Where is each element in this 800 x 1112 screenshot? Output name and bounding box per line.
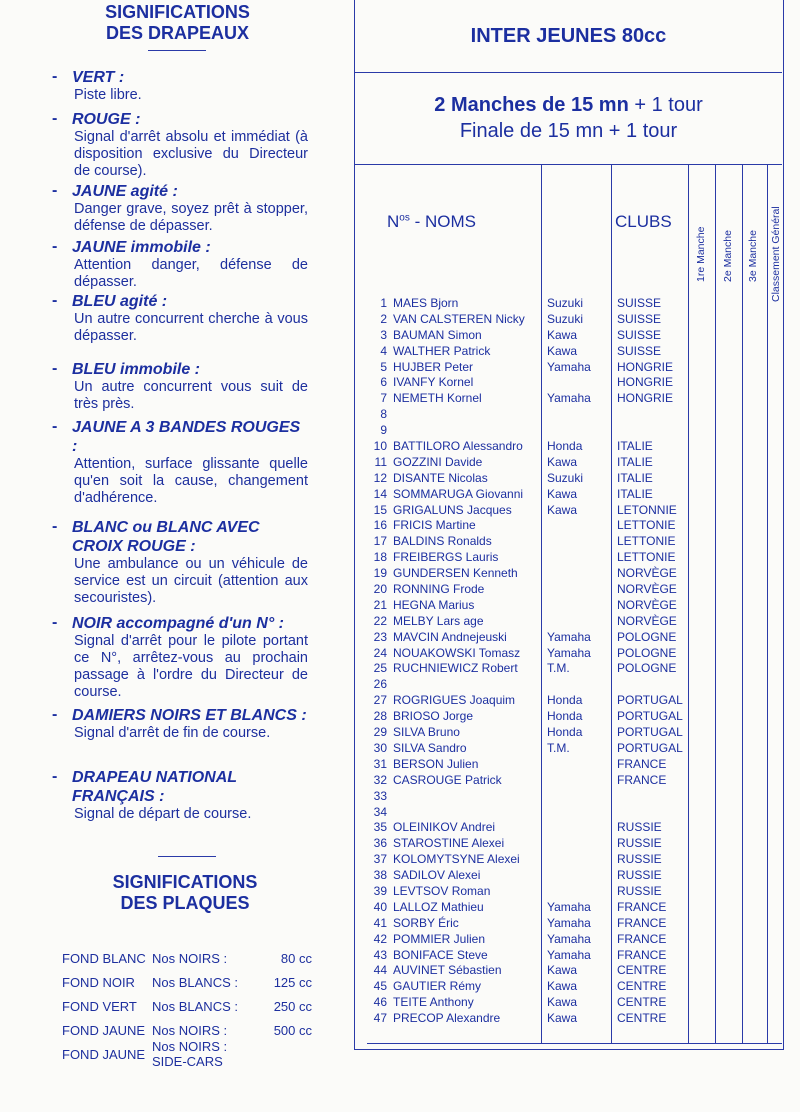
flag-entry: [52, 418, 308, 507]
rider-name: BONIFACE Steve: [393, 947, 488, 962]
plate-number-color: Nos BLANCS :: [152, 974, 238, 990]
header-classement: Classement Général: [770, 206, 782, 302]
table-row: [367, 820, 782, 836]
rider-club: POLOGNE: [617, 645, 677, 660]
table-row: [367, 709, 782, 725]
rider-make: Suzuki: [547, 296, 584, 310]
table-row: [367, 439, 782, 455]
flag-description: Signal d'arrêt pour le pilote portant ce N°, arrêtez-vous au prochain passage à l'ordre du Directeur de course.: [74, 633, 308, 700]
rider-club: LETTONIE: [617, 534, 676, 549]
rider-name: TEITE Anthony: [393, 995, 474, 1010]
rider-number: 26: [373, 677, 387, 692]
rider-make: Kawa: [547, 327, 578, 342]
plates-heading-line1: SIGNIFICATIONS: [112, 872, 258, 892]
table-row: [367, 677, 782, 693]
plate-background: FOND NOIR: [62, 974, 135, 990]
rider-club: SUISSE: [617, 311, 662, 326]
bullet: -: [52, 292, 58, 309]
table-bottom-rule: [367, 1043, 782, 1044]
race-format: [355, 72, 782, 165]
flag-entry: [52, 292, 308, 345]
table-row: [367, 900, 782, 916]
bullet: -: [52, 68, 58, 85]
bullet: -: [52, 238, 58, 255]
header-noms-n: N: [387, 212, 400, 231]
flag-entry: [52, 238, 308, 291]
race-sheet: [354, 0, 784, 1050]
rider-name: FRICIS Martine: [393, 518, 476, 533]
table-row: [367, 503, 782, 519]
plate-number-color: Nos NOIRS :: [152, 1022, 228, 1038]
rider-club: RUSSIE: [617, 852, 662, 867]
rider-name: HEGNA Marius: [393, 597, 475, 612]
table-row: [367, 725, 782, 741]
rider-number: 19: [373, 566, 387, 581]
table-row: [367, 455, 782, 471]
flag-description: Un autre concurrent vous suit de très près.: [74, 379, 308, 412]
header-noms-sup: os: [399, 212, 410, 224]
table-row: [367, 487, 782, 503]
flags-heading-line2: DES DRAPEAUX: [105, 23, 250, 43]
rider-name: NOUAKOWSKI Tomasz: [393, 645, 521, 660]
flag-entry: [52, 68, 308, 104]
rider-name: NEMETH Kornel: [393, 391, 482, 406]
table-row: [367, 391, 782, 407]
table-row: [367, 423, 782, 439]
flags-heading-line1: SIGNIFICATIONS: [105, 2, 250, 22]
rider-number: 5: [380, 359, 387, 374]
rider-make: Kawa: [547, 502, 578, 517]
bullet: -: [52, 110, 58, 127]
flag-description: Piste libre.: [74, 87, 142, 103]
rider-number: 46: [373, 995, 387, 1010]
plate-class: 500 cc: [273, 1022, 312, 1038]
table-row: [367, 757, 782, 773]
rider-make: Honda: [547, 439, 583, 454]
rider-name: GAUTIER Rémy: [393, 979, 482, 994]
rider-number: 37: [373, 852, 387, 867]
rider-club: RUSSIE: [617, 836, 662, 851]
rider-number: 39: [373, 883, 387, 898]
flag-meanings-panel: [0, 0, 340, 1112]
rider-club: FRANCE: [617, 899, 667, 914]
flag-description: Attention danger, défense de dépasser.: [74, 257, 308, 290]
rider-club: PORTUGAL: [617, 740, 683, 755]
rider-make: Yamaha: [547, 915, 591, 930]
flag-description: Une ambulance ou un véhicule de service est un circuit (attention aux secouristes).: [74, 556, 308, 606]
table-row: [367, 789, 782, 805]
rider-club: ITALIE: [617, 454, 653, 469]
flag-description: Signal de départ de course.: [74, 806, 252, 822]
table-row: [367, 375, 782, 391]
plate-background: FOND JAUNE: [62, 1022, 146, 1038]
rider-make: Yamaha: [547, 645, 591, 660]
flag-name: NOIR accompagné d'un N° :: [72, 615, 284, 632]
rider-number: 20: [373, 582, 387, 597]
header-noms: [387, 212, 476, 232]
bullet: -: [52, 182, 58, 199]
rider-name: LALLOZ Mathieu: [393, 899, 484, 914]
rider-make: Yamaha: [547, 899, 591, 914]
rider-number: 24: [373, 645, 387, 660]
rider-name: RONNING Frode: [393, 582, 485, 597]
plate-class: 80 cc: [280, 950, 312, 966]
rider-make: Suzuki: [547, 311, 584, 326]
rider-name: FREIBERGS Lauris: [393, 550, 499, 565]
plates-heading: [0, 872, 370, 914]
flag-name: JAUNE immobile :: [72, 239, 211, 256]
plate-background: FOND BLANC: [62, 950, 146, 966]
rider-make: Yamaha: [547, 391, 591, 406]
rider-club: FRANCE: [617, 756, 667, 771]
header-clubs: CLUBS: [615, 212, 672, 231]
rider-make: Honda: [547, 693, 583, 708]
rider-name: LEVTSOV Roman: [393, 883, 491, 898]
rider-make: Kawa: [547, 995, 578, 1010]
bullet: -: [52, 518, 58, 535]
rider-make: Honda: [547, 725, 583, 740]
rider-make: T.M.: [547, 661, 570, 676]
bullet: -: [52, 360, 58, 377]
rider-name: MAVCIN Andnejeuski: [393, 629, 507, 644]
header-manche-2: 2e Manche: [722, 230, 734, 282]
race-format-finale: Finale de 15 mn + 1 tour: [459, 120, 678, 142]
header-noms-rest: - NOMS: [409, 212, 476, 231]
race-format-manches: [355, 94, 782, 117]
rider-number: 44: [373, 963, 387, 978]
flag-name: VERT :: [72, 69, 125, 86]
flag-name: JAUNE A 3 BANDES ROUGES :: [72, 419, 301, 455]
rider-number: 35: [373, 820, 387, 835]
race-format-manches-rest: + 1 tour: [628, 94, 703, 116]
rider-club: LETTONIE: [617, 550, 676, 565]
rider-number: 12: [373, 470, 387, 485]
bullet: -: [52, 768, 58, 785]
rider-name: SADILOV Alexei: [393, 868, 481, 883]
table-row: [367, 995, 782, 1011]
rider-club: POLOGNE: [617, 661, 677, 676]
rider-club: PORTUGAL: [617, 709, 683, 724]
table-row: [367, 360, 782, 376]
table-row: [367, 328, 782, 344]
table-row: [367, 646, 782, 662]
flag-name: BLANC ou BLANC AVEC CROIX ROUGE :: [72, 519, 260, 555]
table-row: [367, 534, 782, 550]
rider-number: 25: [373, 661, 387, 676]
rider-club: SUISSE: [617, 327, 662, 342]
table-row: [367, 566, 782, 582]
plate-number-color: Nos NOIRS :: [152, 950, 228, 966]
flags-heading-rule: [148, 50, 206, 51]
plate-background: FOND VERT: [62, 998, 137, 1014]
table-row: [367, 836, 782, 852]
rider-number: 22: [373, 613, 387, 628]
rider-club: FRANCE: [617, 931, 667, 946]
rider-name: OLEINIKOV Andrei: [393, 820, 496, 835]
rider-club: HONGRIE: [617, 359, 674, 374]
rider-number: 41: [373, 915, 387, 930]
flag-description: Signal d'arrêt absolu et immédiat (à disposition exclusive du Directeur de course).: [74, 129, 308, 179]
table-row: [367, 614, 782, 630]
flag-name: BLEU immobile :: [72, 361, 201, 378]
rider-club: FRANCE: [617, 915, 667, 930]
plates-heading-line2: DES PLAQUES: [120, 893, 250, 913]
table-row: [367, 693, 782, 709]
plate-row: [62, 946, 322, 970]
table-row: [367, 471, 782, 487]
flag-entry: [52, 768, 308, 823]
table-row: [367, 630, 782, 646]
flag-description: Un autre concurrent cherche à vous dépasser.: [74, 311, 308, 344]
table-row: [367, 312, 782, 328]
rider-name: ROGRIGUES Joaquim: [393, 693, 516, 708]
flag-name: JAUNE agité :: [72, 183, 178, 200]
rider-club: CENTRE: [617, 995, 667, 1010]
table-row: [367, 344, 782, 360]
rider-number: 17: [373, 534, 387, 549]
rider-name: DISANTE Nicolas: [393, 470, 488, 485]
rider-number: 27: [373, 693, 387, 708]
plate-row: [62, 970, 322, 994]
rider-club: HONGRIE: [617, 375, 674, 390]
rider-name: POMMIER Julien: [393, 931, 486, 946]
flag-entry: [52, 182, 308, 235]
rider-name: CASROUGE Patrick: [393, 772, 502, 787]
entry-table: [367, 164, 782, 1044]
table-row: [367, 1011, 782, 1027]
rider-name: SORBY Éric: [393, 915, 459, 930]
table-row: [367, 868, 782, 884]
race-format-manches-bold: 2 Manches de 15 mn: [434, 94, 629, 116]
rider-club: CENTRE: [617, 979, 667, 994]
rider-make: Honda: [547, 709, 583, 724]
rider-number: 14: [373, 486, 387, 501]
plate-list: [62, 946, 322, 1069]
table-row: [367, 884, 782, 900]
table-row: [367, 407, 782, 423]
flag-name: DAMIERS NOIRS ET BLANCS :: [72, 707, 307, 724]
rider-club: NORVÈGE: [617, 613, 677, 628]
plate-background: FOND JAUNE: [62, 1046, 146, 1062]
table-row: [367, 979, 782, 995]
rider-make: Kawa: [547, 343, 578, 358]
rider-number: 10: [373, 439, 387, 454]
rider-number: 40: [373, 899, 387, 914]
rider-number: 38: [373, 868, 387, 883]
table-row: [367, 852, 782, 868]
plate-row: [62, 1039, 322, 1069]
rider-name: BAUMAN Simon: [393, 327, 482, 342]
rider-make: Yamaha: [547, 359, 591, 374]
rider-number: 6: [380, 375, 387, 390]
rider-name: MAES Bjorn: [393, 296, 459, 310]
rider-name: GRIGALUNS Jacques: [393, 502, 512, 517]
flags-heading: [0, 2, 355, 44]
rider-name: VAN CALSTEREN Nicky: [393, 311, 525, 326]
rider-number: 47: [373, 1011, 387, 1026]
rider-club: RUSSIE: [617, 868, 662, 883]
rider-number: 28: [373, 709, 387, 724]
rider-name: RUCHNIEWICZ Robert: [393, 661, 518, 676]
rider-club: NORVÈGE: [617, 597, 677, 612]
table-row: [367, 582, 782, 598]
rider-make: Kawa: [547, 979, 578, 994]
rider-club: FRANCE: [617, 947, 667, 962]
rider-number: 42: [373, 931, 387, 946]
rider-number: 23: [373, 629, 387, 644]
rider-club: LETTONIE: [617, 518, 676, 533]
rider-name: BATTILORO Alessandro: [393, 439, 523, 454]
rider-make: Kawa: [547, 486, 578, 501]
table-row: [367, 518, 782, 534]
flag-entry: [52, 614, 308, 701]
rider-make: Kawa: [547, 1011, 578, 1026]
rider-number: 32: [373, 772, 387, 787]
rider-club: NORVÈGE: [617, 566, 677, 581]
rider-make: Yamaha: [547, 947, 591, 962]
rider-number: 7: [380, 391, 387, 406]
rider-make: Suzuki: [547, 470, 584, 485]
rider-make: Yamaha: [547, 931, 591, 946]
rider-number: 33: [373, 788, 387, 803]
rider-club: HONGRIE: [617, 391, 674, 406]
rider-number: 29: [373, 725, 387, 740]
rider-number: 15: [373, 502, 387, 517]
rider-name: BERSON Julien: [393, 756, 479, 771]
rider-number: 2: [380, 311, 387, 326]
rider-name: SOMMARUGA Giovanni: [393, 486, 524, 501]
plate-number-color: Nos BLANCS :: [152, 998, 238, 1014]
rider-name: MELBY Lars age: [393, 613, 484, 628]
rider-name: KOLOMYTSYNE Alexei: [393, 852, 520, 867]
rider-number: 36: [373, 836, 387, 851]
rider-number: 8: [380, 407, 387, 422]
plate-class: 125 cc: [273, 974, 312, 990]
flag-description: Attention, surface glissante quelle qu'en soit la cause, changement d'adhérence.: [74, 456, 308, 506]
header-manche-3: 3e Manche: [747, 230, 759, 282]
rider-club: ITALIE: [617, 470, 653, 485]
table-row: [367, 661, 782, 677]
plate-class: 250 cc: [273, 998, 312, 1014]
rider-club: PORTUGAL: [617, 725, 683, 740]
flag-name: BLEU agité :: [72, 293, 168, 310]
table-row: [367, 916, 782, 932]
flag-description: Signal d'arrêt de fin de course.: [74, 725, 271, 741]
rider-make: Yamaha: [547, 629, 591, 644]
rider-name: HUJBER Peter: [393, 359, 474, 374]
flag-name: ROUGE :: [72, 111, 141, 128]
rider-club: CENTRE: [617, 963, 667, 978]
rider-number: 31: [373, 756, 387, 771]
rider-number: 1: [380, 296, 387, 310]
plate-number-color: Nos NOIRS : SIDE-CARS: [152, 1039, 228, 1069]
rider-club: PORTUGAL: [617, 693, 683, 708]
table-row: [367, 550, 782, 566]
flag-name: DRAPEAU NATIONAL FRANÇAIS :: [72, 769, 237, 805]
rider-number: 3: [380, 327, 387, 342]
bullet: -: [52, 418, 58, 435]
rider-club: ITALIE: [617, 439, 653, 454]
rider-make: Kawa: [547, 454, 578, 469]
rider-club: LETONNIE: [617, 502, 677, 517]
entry-rows: [367, 296, 782, 1027]
plates-heading-rule: [158, 856, 216, 857]
rider-name: IVANFY Kornel: [393, 375, 474, 390]
table-row: [367, 963, 782, 979]
rider-club: CENTRE: [617, 1011, 667, 1026]
rider-number: 16: [373, 518, 387, 533]
flag-entry: [52, 518, 308, 607]
bullet: -: [52, 706, 58, 723]
rider-name: GOZZINI Davide: [393, 454, 483, 469]
rider-number: 45: [373, 979, 387, 994]
rider-number: 34: [373, 804, 387, 819]
table-row: [367, 773, 782, 789]
table-row: [367, 932, 782, 948]
rider-club: NORVÈGE: [617, 582, 677, 597]
table-row: [367, 741, 782, 757]
rider-name: PRECOP Alexandre: [393, 1011, 501, 1026]
rider-club: RUSSIE: [617, 883, 662, 898]
table-row: [367, 296, 782, 312]
table-row: [367, 598, 782, 614]
bullet: -: [52, 614, 58, 631]
rider-club: SUISSE: [617, 296, 662, 310]
rider-make: Kawa: [547, 963, 578, 978]
race-title: INTER JEUNES 80cc: [355, 0, 782, 73]
rider-name: AUVINET Sébastien: [393, 963, 502, 978]
rider-name: BALDINS Ronalds: [393, 534, 492, 549]
table-row: [367, 948, 782, 964]
rider-name: WALTHER Patrick: [393, 343, 491, 358]
rider-name: GUNDERSEN Kenneth: [393, 566, 518, 581]
rider-name: STAROSTINE Alexei: [393, 836, 505, 851]
header-manche-1: 1re Manche: [695, 226, 707, 282]
flag-entry: [52, 360, 308, 413]
rider-club: RUSSIE: [617, 820, 662, 835]
plate-row: [62, 994, 322, 1018]
rider-make: T.M.: [547, 740, 570, 755]
table-row: [367, 805, 782, 821]
rider-number: 9: [380, 423, 387, 438]
flag-description: Danger grave, soyez prêt à stopper, défense de dépasser.: [74, 201, 308, 234]
rider-number: 21: [373, 597, 387, 612]
rider-name: SILVA Bruno: [393, 725, 460, 740]
flag-entry: [52, 110, 308, 180]
rider-name: SILVA Sandro: [393, 740, 467, 755]
rider-name: BRIOSO Jorge: [393, 709, 474, 724]
rider-number: 11: [374, 454, 387, 469]
rider-number: 43: [373, 947, 387, 962]
rider-club: FRANCE: [617, 772, 667, 787]
rider-number: 30: [373, 740, 387, 755]
rider-number: 4: [380, 343, 387, 358]
rider-club: ITALIE: [617, 486, 653, 501]
flag-entry: [52, 706, 308, 742]
rider-club: POLOGNE: [617, 629, 677, 644]
rider-number: 18: [373, 550, 387, 565]
rider-club: SUISSE: [617, 343, 662, 358]
